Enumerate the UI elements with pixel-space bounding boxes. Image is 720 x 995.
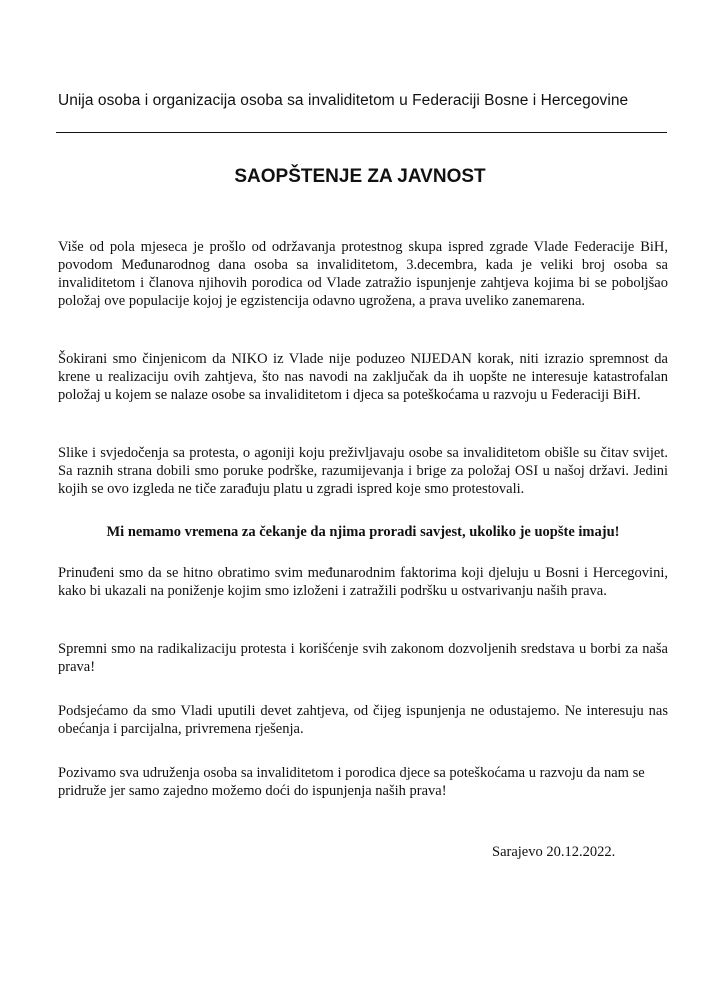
organization-header: Unija osoba i organizacija osoba sa invaliditetom u Federaciji Bosne i Hercegovine bbox=[58, 92, 629, 109]
place-date-signature: Sarajevo 20.12.2022. bbox=[492, 844, 616, 860]
paragraph-5: Prinuđeni smo da se hitno obratimo svim međunarodnim faktorima koji djeluju u Bosni i Hercegovini, kako bi ukazali na poniženje kojim smo izloženi i zatražili podršku u ostvarivanju naših prava. bbox=[58, 565, 668, 599]
paragraph-3: Slike i svjedočenja sa protesta, o agoniji koju preživljavaju osobe sa invaliditetom obišle su čitav svijet. Sa raznih strana dobili smo poruke podrške, razumijevanja i brige za položaj OSI u našoj državi. Jedini kojih se ovo izgleda ne tiče zarađuju platu u zgradi ispred koje smo protestovali. bbox=[58, 445, 668, 497]
paragraph-7: Podsjećamo da smo Vladi uputili devet zahtjeva, od čijeg ispunjenja ne odustajemo. Ne interesuju nas obećanja i parcijalna, privremena rješenja. bbox=[58, 703, 668, 737]
header-divider bbox=[56, 132, 667, 133]
paragraph-1: Više od pola mjeseca je prošlo od održavanja protestnog skupa ispred zgrade Vlade Federacije BiH, povodom Međunarodnog dana osoba sa invaliditetom, 3.decembra, kada je veliki broj osoba sa invaliditetom i članova njihovih porodica od Vlade zatražio ispunjenje zahtjeva kojima bi se poboljšao položaj ove populacije kojoj je egzistencija odavno ugrožena, a prava uveliko zanemarena. bbox=[58, 239, 668, 309]
paragraph-2: Šokirani smo činjenicom da NIKO iz Vlade nije poduzeo NIJEDAN korak, niti izrazio spremnost da krene u realizaciju ovih zahtjeva, što nas navodi na zaključak da ih uopšte ne interesuje katastrofalan položaj u kojem se nalaze osobe sa invaliditetom i djeca sa poteškoćama u razvoju u Federaciji BiH. bbox=[58, 351, 668, 403]
highlight-statement: Mi nemamo vremena za čekanje da njima proradi savjest, ukoliko je uopšte imaju! bbox=[106, 524, 620, 540]
paragraph-6: Spremni smo na radikalizaciju protesta i korišćenje svih zakonom dozvoljenih sredstava u borbi za naša prava! bbox=[58, 641, 668, 675]
document-title: SAOPŠTENJE ZA JAVNOST bbox=[234, 166, 486, 187]
paragraph-8: Pozivamo sva udruženja osoba sa invaliditetom i porodica djece sa poteškoćama u razvoju da nam se pridruže jer samo zajedno možemo doći do ispunjenja naših prava! bbox=[58, 765, 645, 799]
